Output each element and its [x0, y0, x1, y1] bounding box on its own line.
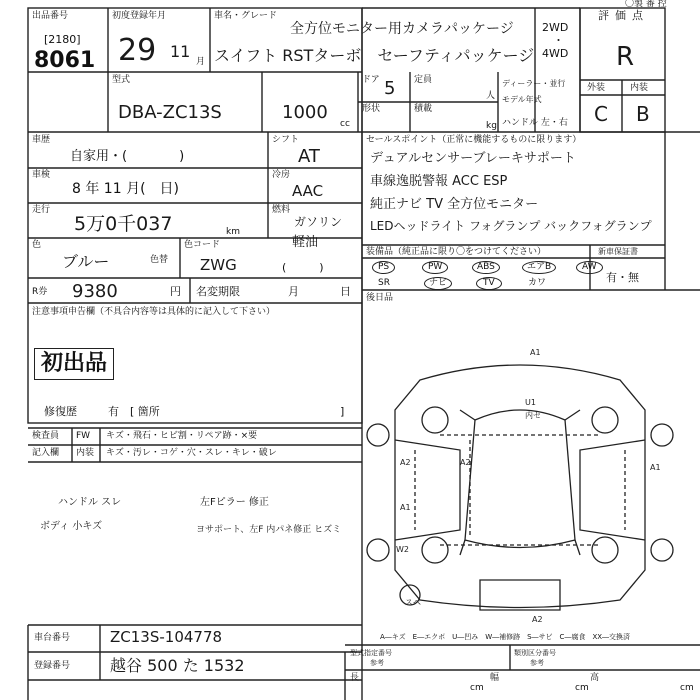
grade-line: 全方位モニター用カメラパッケージ [290, 21, 514, 37]
caution-label: 注意事項申告欄（不具合内容等は具体的に記入して下さい） [32, 307, 276, 317]
interior-label: 内装 [630, 83, 649, 93]
first-reg-year: 29 [118, 33, 157, 68]
lot-number: 8061 [34, 48, 96, 73]
drive-dot: ・ [553, 34, 564, 47]
equipment-label: 装備品（純正品に限り〇をつけてください） [366, 247, 547, 257]
lot-label: 出品番号 [32, 11, 69, 21]
month-unit: 月 [196, 57, 206, 67]
mark-a1-left: A1 [400, 503, 411, 512]
history-value: 自家用・( ) [70, 149, 185, 164]
form-label: 型式指定番号 [350, 649, 392, 657]
first-listing-stamp: 初出品 [34, 348, 114, 380]
sales-line-2: 車線逸脱警報 ACC ESP [370, 174, 508, 189]
sales-line-4: LEDヘッドライト フォグランプ バックフォグランプ [370, 219, 652, 233]
equip-tv: TV [476, 277, 502, 290]
height-unit: cm [680, 683, 694, 693]
height-label: 高 [590, 673, 600, 683]
mileage-value: 5万0千037 [74, 213, 173, 235]
top-right-partial: 〇製 番 控 [625, 0, 667, 9]
inspector-row2-items: キズ・汚レ・コゲ・穴・スレ・キレ・破レ [106, 448, 277, 458]
lot-sub: [2180] [44, 33, 81, 46]
handle-label: ハンドル 左・右 [502, 118, 568, 128]
inspector-row2-label: 記入欄 [32, 448, 60, 458]
fuel-paren: ( ) [282, 261, 324, 274]
interior-grade: B [636, 102, 650, 126]
remark-right-2: ヨサポート、左F 内パネ修正 ヒズミ [196, 525, 342, 535]
title-month: 月 [288, 285, 299, 298]
mark-a1-top: A1 [530, 348, 541, 357]
new-car-label: 新車保証書 [598, 247, 638, 256]
cc-unit: cc [340, 119, 350, 129]
drive-4wd: 4WD [542, 47, 569, 60]
inspection-value: 8 年 11 月( 日) [72, 181, 179, 197]
equip-aw: AW [576, 261, 603, 274]
ac-value: AAC [292, 182, 324, 200]
model-year-label: モデル年式 [502, 95, 542, 104]
mark-a1-right: A1 [650, 463, 661, 472]
equip-airbag: エアB [522, 261, 556, 274]
equip-sr: SR [378, 278, 390, 288]
drive-2wd: 2WD [542, 21, 569, 34]
shift-label: シフト [272, 135, 300, 145]
repair-label: 修復歴 [44, 405, 77, 418]
capacity-unit: 人 [486, 91, 496, 101]
ac-label: 冷房 [272, 170, 291, 180]
length-unit: cm [470, 683, 484, 693]
later-label: 後日品 [366, 293, 394, 303]
color-no-label: 色替 [150, 255, 169, 265]
doors-value: 5 [384, 78, 396, 99]
chassis-label: 車台番号 [34, 633, 71, 643]
color-code-label: 色コード [184, 240, 221, 250]
exterior-grade: C [594, 102, 608, 126]
load-label: 積載 [414, 104, 433, 114]
reg-value: 越谷 500 た 1532 [110, 656, 245, 675]
first-reg-label: 初度登録年月 [112, 11, 167, 21]
mileage-label: 走行 [32, 205, 51, 215]
new-car-value: 有・無 [606, 271, 639, 284]
color-label: 色 [32, 240, 42, 250]
title-day: 日 [340, 285, 351, 298]
repair-close: ] [340, 405, 345, 418]
load-unit: kg [486, 121, 497, 131]
mark-inner: 内セ [525, 411, 541, 420]
damage-legend: A―キズ E―エクボ U―凹み W―補修跡 S―サビ C―腐食 XX―交換済 [380, 633, 631, 641]
remark-left-1: ハンドル スレ [58, 497, 122, 508]
mileage-unit: km [226, 227, 240, 237]
model-label: 型式 [112, 75, 131, 85]
mark-a2-bottom: A2 [532, 615, 543, 624]
dealer-label: ディーラー・並行 [502, 79, 566, 88]
remark-left-2: ボディ 小キズ [40, 521, 103, 532]
name-line: スイフト RSTターボ セーフティパッケージ [214, 46, 535, 65]
ref-2: 参考 [530, 659, 544, 667]
chassis-value: ZC13S-104778 [110, 628, 223, 646]
history-label: 車歴 [32, 135, 51, 145]
mark-w2: W2 [396, 545, 409, 554]
fuel-gas: ガソリン [294, 215, 343, 229]
fuel-label: 燃料 [272, 205, 291, 215]
mark-u1: U1 [525, 398, 536, 407]
eval-score: R [616, 42, 635, 72]
class-label: 類別区分番号 [514, 649, 556, 657]
recycle-label: R券 [32, 287, 48, 297]
equip-navi: ナビ [424, 277, 452, 290]
mark-a2-left: A2 [400, 458, 411, 467]
color-code-value: ZWG [200, 256, 237, 274]
equip-pw: PW [422, 261, 448, 274]
length-label: 長 [350, 673, 360, 683]
inspector-row2-code: 内装 [76, 448, 95, 458]
equip-abs: ABS [472, 261, 500, 274]
mark-a2-mid: A2 [460, 458, 471, 467]
model-value: DBA-ZC13S [118, 102, 222, 123]
recycle-unit: 円 [170, 285, 181, 298]
width-unit: cm [575, 683, 589, 693]
title-label: 名変期限 [196, 285, 240, 298]
sales-line-3: 純正ナビ TV 全方位モニター [370, 197, 539, 212]
name-grade-label: 車名・グレード [214, 11, 278, 21]
repair-value: 有 [ 箇所 [108, 405, 160, 418]
inspection-label: 車検 [32, 170, 51, 180]
car-damage-diagram [360, 340, 680, 630]
sales-line-1: デュアルセンサーブレーキサポート [370, 151, 576, 166]
inspector-row1-label: 検査員 [32, 431, 60, 441]
capacity-label: 定員 [414, 75, 433, 85]
shape-label: 形状 [362, 104, 381, 114]
inspector-row1-code: FW [76, 431, 91, 441]
color-value: ブルー [62, 252, 110, 271]
remark-right-1: 左Fピラー 修正 [200, 497, 269, 508]
shift-value: AT [298, 146, 320, 167]
width-label: 幅 [490, 673, 500, 683]
doors-label: ドア [362, 75, 380, 85]
eval-label: 評価点 [598, 9, 649, 22]
sales-label: セールスポイント（正常に機能するものに限ります） [366, 135, 582, 145]
recycle-value: 9380 [72, 281, 118, 302]
inspector-row1-items: キズ・飛石・ヒビ割・リペア跡・×要 [106, 431, 258, 441]
reg-label: 登録番号 [34, 661, 71, 671]
ref-1: 参考 [370, 659, 384, 667]
equip-leather: カワ [528, 278, 547, 288]
exterior-label: 外装 [587, 83, 606, 93]
cc-value: 1000 [282, 102, 328, 123]
fuel-diesel: 軽油 [292, 235, 319, 250]
first-reg-month: 11 [170, 42, 191, 61]
equip-ps: PS [372, 261, 395, 274]
mark-spare: スペ [405, 598, 421, 607]
